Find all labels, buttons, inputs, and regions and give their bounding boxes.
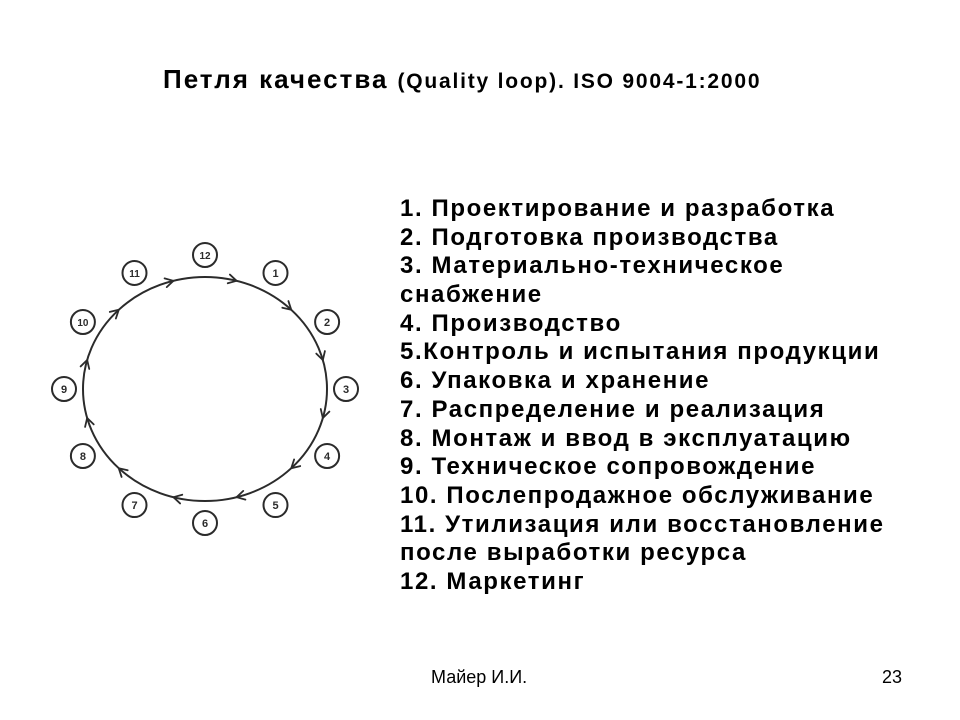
- list-item-text-continued: снабжение: [400, 281, 543, 309]
- list-item-text-continued: после выработки ресурса: [400, 539, 747, 567]
- loop-node-label: 6: [201, 518, 209, 530]
- loop-node-label: 8: [79, 451, 86, 463]
- loop-node-7: [123, 493, 147, 517]
- list-item-text: 1. Проектирование и разработка: [400, 195, 836, 222]
- list-item-text: 8. Монтаж и ввод в эксплуатацию: [400, 424, 852, 452]
- list-item-text: 5.Контроль и испытания продукции: [400, 338, 881, 366]
- page-number: 23: [882, 667, 903, 687]
- list-item-5: [400, 338, 885, 367]
- list-item-text: 2. Подготовка производства: [400, 223, 779, 251]
- loop-node-label: 5: [272, 500, 279, 513]
- list-item-9: [400, 453, 885, 482]
- list-item-8: [400, 425, 885, 454]
- slide-title-main: Петля качества: [163, 64, 389, 94]
- list-item-7: [400, 396, 885, 425]
- loop-node-3: [334, 377, 358, 401]
- list-item-10: [400, 482, 885, 511]
- list-item-12: [400, 568, 885, 597]
- loop-node-9: [52, 377, 76, 401]
- loop-node-label: 12: [199, 251, 211, 262]
- loop-node-2: [315, 310, 339, 334]
- loop-node-label: 1: [272, 267, 279, 280]
- list-item-text: 11. Утилизация или восстановление: [400, 510, 885, 538]
- loop-node-label: 10: [77, 318, 89, 329]
- list-item-6: [400, 367, 885, 396]
- list-item-2: [400, 224, 885, 253]
- loop-node-10: [71, 310, 95, 334]
- loop-node-1: [264, 261, 288, 285]
- list-item-1: [400, 195, 885, 224]
- quality-loop-stages-list: [400, 195, 885, 597]
- loop-node-label: 9: [60, 384, 68, 396]
- list-item-text: 7. Распределение и реализация: [400, 395, 826, 423]
- loop-node-6: [193, 511, 217, 535]
- loop-node-4: [315, 444, 339, 468]
- loop-node-label: 2: [324, 317, 331, 329]
- loop-node-5: [264, 493, 288, 517]
- slide-title-subtitle: (Quality loop). ISO 9004-1:2000: [397, 70, 762, 93]
- list-item-11: [400, 511, 885, 568]
- list-item-text: 6. Упаковка и хранение: [400, 367, 711, 395]
- loop-circle: [83, 277, 327, 501]
- list-item-text: 9. Техническое сопровождение: [400, 453, 817, 481]
- list-item-3: [400, 252, 885, 309]
- list-item-text: 4. Производство: [400, 309, 622, 337]
- loop-arrows: [81, 275, 330, 504]
- list-item-text: 10. Послепродажное обслуживание: [400, 481, 875, 509]
- loop-node-label: 7: [131, 500, 138, 513]
- slide-title: [163, 64, 761, 94]
- list-item-text: 12. Маркетинг: [400, 567, 586, 595]
- loop-node-label: 11: [129, 268, 140, 280]
- loop-node-12: [193, 243, 217, 267]
- quality-loop-diagram: [40, 234, 370, 546]
- footer-author: Майер И.И.: [431, 667, 528, 687]
- loop-node-label: 4: [324, 451, 331, 463]
- loop-node-11: [123, 261, 147, 285]
- loop-node-8: [71, 444, 95, 468]
- list-item-4: [400, 310, 885, 339]
- loop-nodes: [52, 243, 358, 535]
- list-item-text: 3. Материально-техническое: [400, 252, 785, 280]
- loop-node-label: 3: [342, 384, 350, 396]
